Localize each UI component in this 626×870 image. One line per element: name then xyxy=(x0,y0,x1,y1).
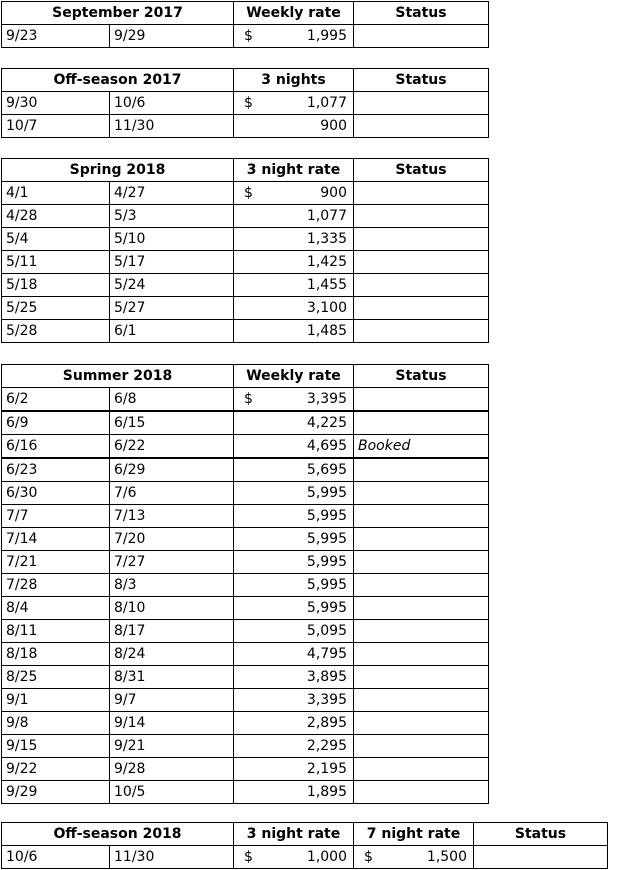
table-row xyxy=(2,251,489,274)
end-date: 4/27 xyxy=(110,182,234,205)
status-cell xyxy=(354,666,489,689)
table-row xyxy=(2,597,489,620)
rate-value: 4,695 xyxy=(306,438,347,454)
status-cell xyxy=(354,182,489,205)
start-date: 4/1 xyxy=(2,182,110,205)
rate-value: 5,995 xyxy=(306,508,347,524)
rate-cell xyxy=(234,689,354,712)
rate-value: 1,077 xyxy=(306,95,347,111)
status-cell xyxy=(354,458,489,482)
status-cell xyxy=(354,505,489,528)
table-row xyxy=(2,666,489,689)
table-row xyxy=(2,643,489,666)
rate-value: 2,895 xyxy=(306,715,347,731)
rate-value: 1,500 xyxy=(426,849,467,865)
status-cell xyxy=(354,411,489,435)
status-cell: Booked xyxy=(354,435,489,459)
rate-value: 1,000 xyxy=(306,849,347,865)
header-row xyxy=(2,365,489,388)
start-date: 10/7 xyxy=(2,115,110,138)
season-title: Summer 2018 xyxy=(2,365,234,388)
end-date: 5/24 xyxy=(110,274,234,297)
rate-value: 1,895 xyxy=(306,784,347,800)
start-date: 9/22 xyxy=(2,758,110,781)
status-cell xyxy=(354,551,489,574)
rate-cell-7-night xyxy=(354,846,474,869)
rate-cell xyxy=(234,92,354,115)
season-title: Spring 2018 xyxy=(2,159,234,182)
table-row xyxy=(2,205,489,228)
end-date: 5/27 xyxy=(110,297,234,320)
end-date: 7/13 xyxy=(110,505,234,528)
start-date: 8/25 xyxy=(2,666,110,689)
rate-value: 3,395 xyxy=(306,692,347,708)
rate-cell xyxy=(234,643,354,666)
start-date: 7/14 xyxy=(2,528,110,551)
start-date: 9/1 xyxy=(2,689,110,712)
rate-cell xyxy=(234,758,354,781)
rate-header: Weekly rate xyxy=(234,365,354,388)
status-header: Status xyxy=(354,2,489,25)
start-date: 6/23 xyxy=(2,458,110,482)
table-row xyxy=(2,388,489,412)
end-date: 6/29 xyxy=(110,458,234,482)
start-date: 6/30 xyxy=(2,482,110,505)
start-date: 9/15 xyxy=(2,735,110,758)
status-header: Status xyxy=(354,365,489,388)
table-row xyxy=(2,735,489,758)
table-row xyxy=(2,92,489,115)
table-row xyxy=(2,712,489,735)
status-cell xyxy=(354,205,489,228)
rate-value: 900 xyxy=(320,118,347,134)
end-date: 7/6 xyxy=(110,482,234,505)
table-row xyxy=(2,574,489,597)
header-row xyxy=(2,69,489,92)
rate-value: 4,795 xyxy=(306,646,347,662)
status-cell xyxy=(354,482,489,505)
start-date: 5/11 xyxy=(2,251,110,274)
end-date: 9/7 xyxy=(110,689,234,712)
status-cell xyxy=(354,528,489,551)
rate-value: 1,485 xyxy=(306,323,347,339)
rate-header: 3 nights xyxy=(234,69,354,92)
start-date: 5/25 xyxy=(2,297,110,320)
table-row xyxy=(2,297,489,320)
end-date: 8/17 xyxy=(110,620,234,643)
table-row xyxy=(2,411,489,435)
rate-value: 1,077 xyxy=(306,208,347,224)
start-date: 9/23 xyxy=(2,25,110,48)
rate-value: 5,995 xyxy=(306,485,347,501)
start-date: 6/9 xyxy=(2,411,110,435)
off-season-2018-table xyxy=(1,822,608,869)
end-date: 6/8 xyxy=(110,388,234,412)
rate-cell xyxy=(234,735,354,758)
end-date: 7/27 xyxy=(110,551,234,574)
table-row xyxy=(2,620,489,643)
end-date: 8/31 xyxy=(110,666,234,689)
table-row xyxy=(2,115,489,138)
rate-cell xyxy=(234,251,354,274)
table-row xyxy=(2,458,489,482)
status-cell xyxy=(354,251,489,274)
start-date: 9/8 xyxy=(2,712,110,735)
rate-cell xyxy=(234,411,354,435)
rate-value: 1,335 xyxy=(306,231,347,247)
start-date: 8/4 xyxy=(2,597,110,620)
status-cell xyxy=(354,574,489,597)
start-date: 7/21 xyxy=(2,551,110,574)
status-cell xyxy=(354,320,489,343)
rate-value: 4,225 xyxy=(306,415,347,431)
rate-value: 1,995 xyxy=(306,28,347,44)
end-date: 8/24 xyxy=(110,643,234,666)
table-row xyxy=(2,25,489,48)
status-cell xyxy=(354,297,489,320)
season-title: Off-season 2018 xyxy=(2,823,234,846)
rate-value: 2,295 xyxy=(306,738,347,754)
table-row xyxy=(2,528,489,551)
dollar-sign: $ xyxy=(244,28,253,44)
end-date: 10/6 xyxy=(110,92,234,115)
rate-cell xyxy=(234,482,354,505)
rate-cell xyxy=(234,435,354,459)
status-cell xyxy=(354,712,489,735)
header-row xyxy=(2,159,489,182)
table-row xyxy=(2,781,489,804)
spring-2018-table xyxy=(1,158,489,343)
status-cell xyxy=(354,388,489,412)
dollar-sign: $ xyxy=(244,849,253,865)
status-header: Status xyxy=(354,69,489,92)
end-date: 11/30 xyxy=(110,846,234,869)
rate-cell xyxy=(234,505,354,528)
rate-value: 5,995 xyxy=(306,577,347,593)
status-cell xyxy=(474,846,608,869)
status-cell xyxy=(354,620,489,643)
start-date: 6/16 xyxy=(2,435,110,459)
header-row xyxy=(2,2,489,25)
end-date: 9/29 xyxy=(110,25,234,48)
start-date: 5/4 xyxy=(2,228,110,251)
table-row xyxy=(2,846,608,869)
end-date: 9/28 xyxy=(110,758,234,781)
rate-cell xyxy=(234,115,354,138)
end-date: 6/1 xyxy=(110,320,234,343)
status-cell xyxy=(354,735,489,758)
table-row xyxy=(2,551,489,574)
rate-cell xyxy=(234,781,354,804)
end-date: 5/17 xyxy=(110,251,234,274)
rate-value: 5,095 xyxy=(306,623,347,639)
rate-value: 5,995 xyxy=(306,600,347,616)
off-season-2017-table xyxy=(1,68,489,138)
rate-value: 2,195 xyxy=(306,761,347,777)
end-date: 8/3 xyxy=(110,574,234,597)
table-row xyxy=(2,435,489,459)
table-row xyxy=(2,274,489,297)
dollar-sign: $ xyxy=(364,849,373,865)
rate-value: 3,895 xyxy=(306,669,347,685)
table-row xyxy=(2,758,489,781)
end-date: 8/10 xyxy=(110,597,234,620)
status-cell xyxy=(354,25,489,48)
table-row xyxy=(2,228,489,251)
rate-cell xyxy=(234,274,354,297)
table-row xyxy=(2,505,489,528)
table-row xyxy=(2,182,489,205)
header-row xyxy=(2,823,608,846)
end-date: 7/20 xyxy=(110,528,234,551)
status-cell xyxy=(354,115,489,138)
dollar-sign: $ xyxy=(244,95,253,111)
rate-header: Weekly rate xyxy=(234,2,354,25)
rate-cell xyxy=(234,458,354,482)
rate-value: 5,995 xyxy=(306,531,347,547)
rate-cell xyxy=(234,320,354,343)
rate-cell xyxy=(234,597,354,620)
start-date: 8/18 xyxy=(2,643,110,666)
rate-cell xyxy=(234,228,354,251)
status-cell xyxy=(354,758,489,781)
status-cell xyxy=(354,228,489,251)
rate-value: 1,425 xyxy=(306,254,347,270)
summer-2018-table xyxy=(1,364,489,804)
rate-cell xyxy=(234,620,354,643)
status-cell xyxy=(354,689,489,712)
start-date: 4/28 xyxy=(2,205,110,228)
dollar-sign: $ xyxy=(244,185,253,201)
start-date: 5/28 xyxy=(2,320,110,343)
rate-cell xyxy=(234,25,354,48)
end-date: 6/15 xyxy=(110,411,234,435)
rate-cell xyxy=(234,574,354,597)
start-date: 7/28 xyxy=(2,574,110,597)
rate-cell xyxy=(234,388,354,412)
table-row xyxy=(2,320,489,343)
start-date: 7/7 xyxy=(2,505,110,528)
status-cell xyxy=(354,274,489,297)
rate-header: 3 night rate xyxy=(234,159,354,182)
rate-header: 3 night rate xyxy=(234,823,354,846)
start-date: 8/11 xyxy=(2,620,110,643)
table-row xyxy=(2,689,489,712)
end-date: 11/30 xyxy=(110,115,234,138)
start-date: 9/29 xyxy=(2,781,110,804)
rate-value: 5,695 xyxy=(306,462,347,478)
rate-value: 5,995 xyxy=(306,554,347,570)
status-header: Status xyxy=(474,823,608,846)
start-date: 6/2 xyxy=(2,388,110,412)
dollar-sign: $ xyxy=(244,391,253,407)
rate-cell xyxy=(234,297,354,320)
rate-header: 7 night rate xyxy=(354,823,474,846)
rate-cell xyxy=(234,205,354,228)
start-date: 9/30 xyxy=(2,92,110,115)
status-cell xyxy=(354,597,489,620)
status-cell xyxy=(354,781,489,804)
rate-cell xyxy=(234,182,354,205)
end-date: 9/21 xyxy=(110,735,234,758)
season-title: September 2017 xyxy=(2,2,234,25)
end-date: 5/3 xyxy=(110,205,234,228)
status-cell xyxy=(354,92,489,115)
start-date: 10/6 xyxy=(2,846,110,869)
rate-value: 3,395 xyxy=(306,391,347,407)
start-date: 5/18 xyxy=(2,274,110,297)
rate-cell xyxy=(234,666,354,689)
end-date: 10/5 xyxy=(110,781,234,804)
rate-value: 3,100 xyxy=(306,300,347,316)
table-row xyxy=(2,482,489,505)
status-header: Status xyxy=(354,159,489,182)
end-date: 9/14 xyxy=(110,712,234,735)
rate-cell xyxy=(234,712,354,735)
status-cell xyxy=(354,643,489,666)
rate-cell xyxy=(234,528,354,551)
rate-cell xyxy=(234,551,354,574)
season-title: Off-season 2017 xyxy=(2,69,234,92)
end-date: 5/10 xyxy=(110,228,234,251)
rate-cell xyxy=(234,846,354,869)
rate-value: 900 xyxy=(320,185,347,201)
september-2017-table xyxy=(1,1,489,48)
rate-value: 1,455 xyxy=(306,277,347,293)
end-date: 6/22 xyxy=(110,435,234,459)
